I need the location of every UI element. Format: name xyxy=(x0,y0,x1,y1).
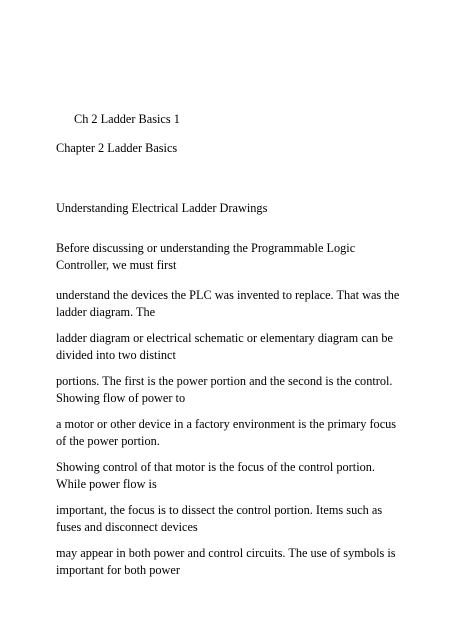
paragraph: ladder diagram or electrical schematic or elementary diagram can be divided into two distinct xyxy=(56,331,393,362)
paragraph: Before discussing or understanding the Programmable Logic Controller, we must first xyxy=(56,241,356,272)
section-title: Understanding Electrical Ladder Drawings xyxy=(56,201,268,215)
paragraph: understand the devices the PLC was invented to replace. That was the ladder diagram. The xyxy=(56,288,400,319)
chapter-title: Chapter 2 Ladder Basics xyxy=(56,141,178,155)
paragraph: may appear in both power and control circuits. The use of symbols is important for both power xyxy=(56,546,396,577)
page-header: Ch 2 Ladder Basics 1 xyxy=(74,112,180,126)
paragraph: important, the focus is to dissect the control portion. Items such as fuses and disconnect devices xyxy=(56,503,383,534)
paragraph: portions. The first is the power portion and the second is the control. Showing flow of power to xyxy=(56,374,393,405)
paragraph: a motor or other device in a factory environment is the primary focus of the power portion. xyxy=(56,417,397,448)
paragraph: Showing control of that motor is the focus of the control portion. While power flow is xyxy=(56,460,375,491)
